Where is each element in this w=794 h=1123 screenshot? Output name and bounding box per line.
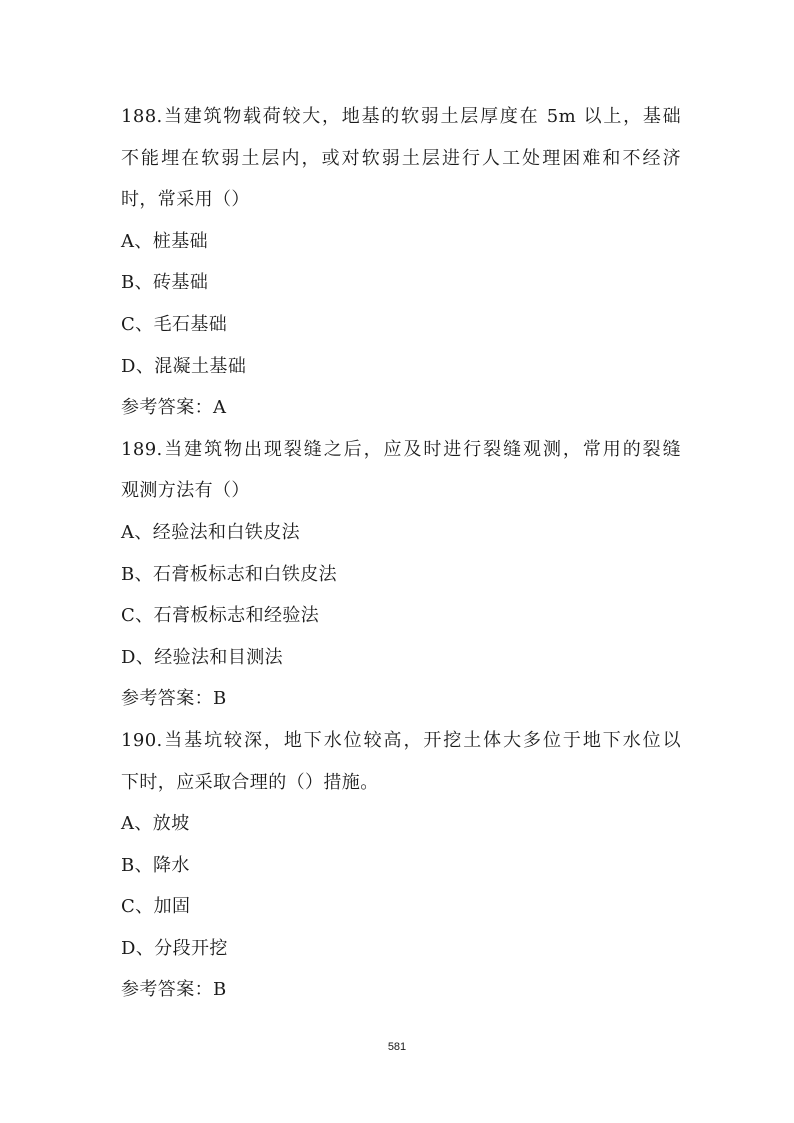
- question-188: [121, 96, 681, 429]
- option-c: C、石膏板标志和经验法: [121, 605, 320, 627]
- option-d: D、混凝土基础: [121, 355, 247, 377]
- option-c: C、毛石基础: [121, 313, 228, 335]
- question-stem-line: 190.当基坑较深，地下水位较高，开挖土体大多位于地下水位以: [121, 729, 681, 751]
- answer: 参考答案：B: [121, 979, 227, 1001]
- option-b: B、石膏板标志和白铁皮法: [121, 563, 338, 585]
- option-b: B、砖基础: [121, 272, 209, 294]
- option-d: D、经验法和目测法: [121, 646, 284, 668]
- question-stem-line: 观测方法有（）: [121, 480, 250, 502]
- question-189: [121, 429, 681, 720]
- option-d: D、分段开挖: [121, 937, 228, 959]
- answer: 参考答案：A: [121, 397, 227, 419]
- question-stem-line: 189.当建筑物出现裂缝之后，应及时进行裂缝观测，常用的裂缝: [121, 438, 681, 460]
- option-b: B、降水: [121, 854, 190, 876]
- question-stem-line: 时，常采用（）: [121, 189, 250, 211]
- question-stem-line: 不能埋在软弱土层内，或对软弱土层进行人工处理困难和不经济: [121, 147, 681, 169]
- option-c: C、加固: [121, 896, 191, 918]
- question-list: [121, 96, 681, 1011]
- answer: 参考答案：B: [121, 688, 227, 710]
- page-number: 581: [387, 1041, 407, 1053]
- option-a: A、经验法和白铁皮法: [121, 521, 300, 543]
- option-a: A、放坡: [121, 813, 190, 835]
- option-a: A、桩基础: [121, 230, 208, 252]
- question-190: [121, 720, 681, 1011]
- question-stem-line: 下时，应采取合理的（）措施。: [121, 771, 379, 793]
- question-stem-line: 188.当建筑物载荷较大，地基的软弱土层厚度在 5m 以上，基础: [121, 106, 681, 127]
